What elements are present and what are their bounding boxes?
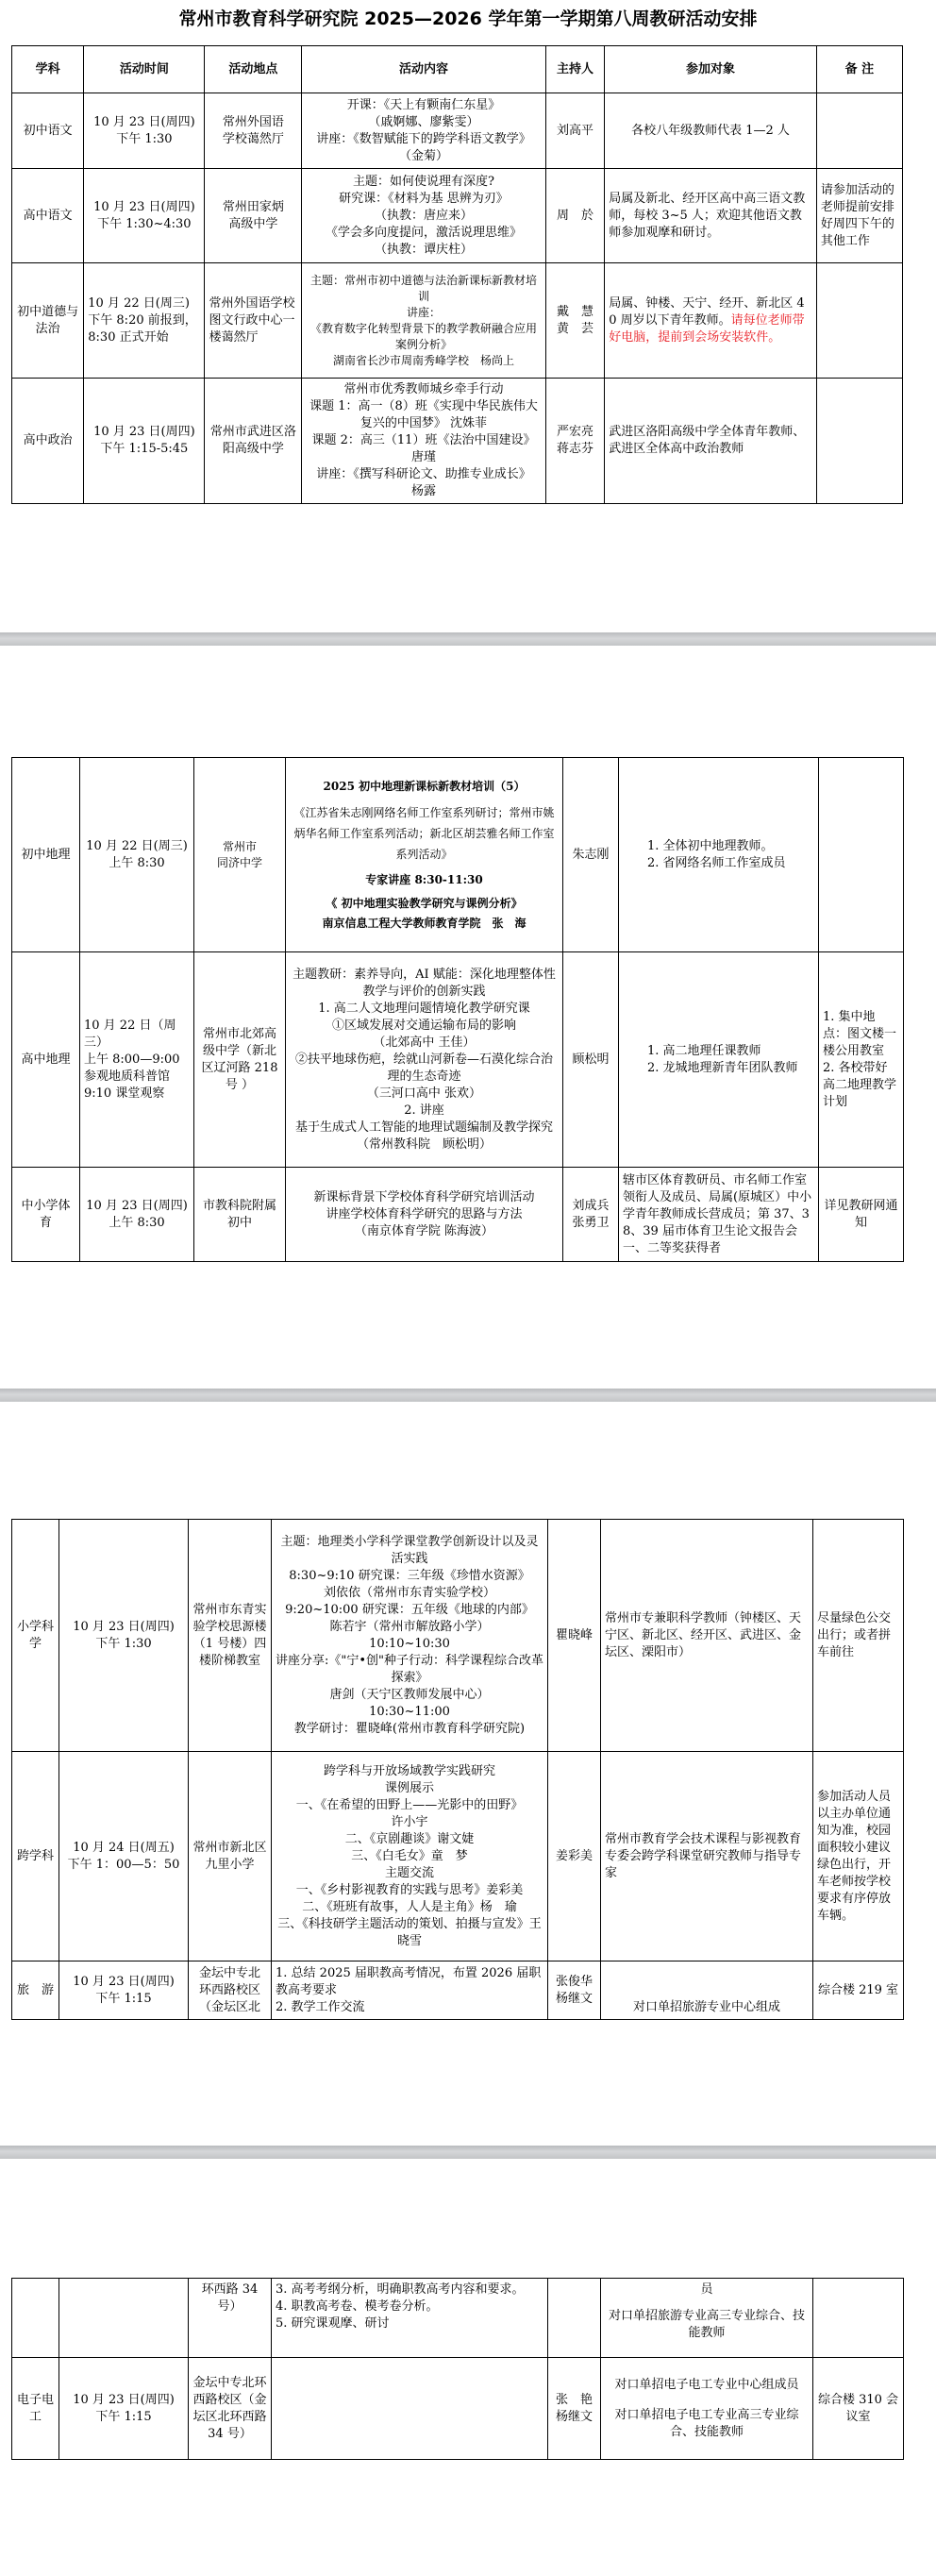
content-line: 讲座分享:《"宁•创"种子行动：科学课程综合改革探索》	[276, 1653, 544, 1685]
host-line: 朱志刚	[572, 847, 610, 862]
content-line: （戚婀娜、廖紫雯）	[368, 114, 479, 129]
content-line: 2. 教学工作交流	[276, 1999, 365, 2014]
place-line: 常州市东青实验学校思源楼（1 号楼）四楼阶梯教室	[192, 1602, 267, 1668]
place-line: 金坛中专北环西路校区（金坛区北环西路 34 号）	[192, 2375, 267, 2441]
cell-content	[286, 952, 563, 1168]
page-4	[0, 2159, 936, 2576]
participants-line: 2. 龙城地理新青年团队教师	[647, 1060, 798, 1075]
content-line: 教学研讨：瞿晓峰(常州市教育科学研究院)	[293, 1721, 526, 1736]
content-line: 杨露	[410, 484, 436, 498]
content-line: 3. 高考考纲分析，明确职教高考内容和要求。	[276, 2282, 525, 2297]
cell-note	[813, 1520, 904, 1752]
host-line: 杨继文	[555, 1991, 593, 2006]
content-line: 一、《在希望的田野上——光影中的田野》	[295, 1797, 524, 1812]
participants-line: 对口单招旅游专业中心组成	[632, 2000, 780, 2014]
content-line: 陈若宇（常州市解放路小学）	[329, 1619, 490, 1634]
content-line: 2. 讲座	[404, 1103, 444, 1118]
table-header-row	[12, 46, 903, 93]
table-row	[12, 169, 903, 263]
cell-place	[194, 952, 286, 1168]
table-row	[12, 2279, 904, 2358]
header-content: 活动内容	[302, 46, 546, 93]
cell-participants	[601, 1961, 813, 2020]
content-line: 许小宇	[391, 1814, 428, 1829]
place-line: 同济中学	[216, 855, 262, 869]
note-line: 请参加活动的老师提前安排好周四下午的其他工作	[820, 182, 894, 248]
content-line: ①区域发展对交通运输布局的影响	[331, 1018, 516, 1033]
host-line: 刘成兵	[572, 1198, 610, 1213]
participants-line: 常州市专兼职科学教师（钟楼区、天宁区、新北区、经开区、武进区、金坛区、溧阳市）	[605, 1610, 802, 1659]
header-place: 活动地点	[205, 46, 302, 93]
place-line: 市教科院附属初中	[202, 1198, 276, 1230]
content-line: 讲座学校体育科学研究的思路与方法	[326, 1206, 523, 1221]
cell-content	[302, 93, 546, 169]
cell-subject: 小学科学	[12, 1520, 59, 1752]
cell-note	[813, 2279, 904, 2358]
time-line: 下午 1：00—5：50	[67, 1857, 180, 1872]
cell-participants	[605, 379, 817, 504]
cell-note	[819, 1168, 904, 1262]
cell-note	[819, 952, 904, 1168]
host-line: 严宏亮	[556, 425, 593, 439]
cell-host	[545, 169, 605, 263]
cell-note	[813, 2358, 904, 2460]
cell-participants	[619, 1168, 819, 1262]
host-line: 张勇卫	[572, 1215, 610, 1230]
cell-place	[205, 93, 302, 169]
place-line: 常州外国语	[222, 114, 284, 129]
place-line: 常州田家炳	[222, 199, 284, 214]
cell-place	[189, 2279, 272, 2358]
participants-line: 2. 省网络名师工作室成员	[647, 855, 786, 870]
participants-line: 对口单招电子电工专业中心组成员	[614, 2377, 799, 2392]
time-line: 10 月 22 日(周三)	[86, 838, 188, 853]
content-line: 新课标背景下学校体育科学研究培训活动	[313, 1189, 535, 1204]
content-line: 《学会多向度提问，激活说理思维》	[325, 225, 522, 240]
participants-line: 对口单招旅游专业高三专业综合、技能教师	[608, 2309, 805, 2340]
note-line: 详见教研网通知	[824, 1198, 898, 1230]
time-line: 下午 1:30	[95, 1636, 152, 1651]
host-line: 张 艳	[555, 2392, 593, 2407]
content-line: 9:20~10:00 研究课：五年级《地球的内部》	[285, 1602, 534, 1617]
cell-content	[272, 1520, 548, 1752]
time-line: 下午 1:30~4:30	[97, 216, 192, 231]
content-line: 主题：如何使说理有深度?	[352, 174, 494, 189]
content-bold-line: 南京信息工程大学教师教育学院 张 海	[322, 916, 526, 930]
cell-participants	[619, 758, 819, 952]
content-line: 湖南省长沙市周南秀峰学校 杨尚上	[332, 353, 514, 367]
page-2	[0, 646, 936, 1389]
cell-host	[563, 1168, 619, 1262]
cell-time	[80, 758, 194, 952]
time-line: 10 月 22 日(周三)	[88, 295, 190, 311]
cell-subject: 中小学体育	[12, 1168, 80, 1262]
cell-participants	[605, 93, 817, 169]
table-row	[12, 1520, 904, 1752]
participants-line: 各校八年级教师代表 1—2 人	[631, 123, 790, 138]
participants-line: 武进区洛阳高级中学全体青年教师、武进区全体高中政治教师	[609, 425, 806, 456]
time-line: 10 月 23 日(周四)	[93, 425, 195, 439]
table-row	[12, 1168, 904, 1262]
note-line: 尽量绿色公交出行；或者拼车前往	[817, 1610, 892, 1659]
time-line: 下午 1:15	[95, 2409, 152, 2424]
cell-subject: 高中地理	[12, 952, 80, 1168]
cell-content	[272, 2279, 548, 2358]
cell-host	[548, 2279, 601, 2358]
schedule-table-4	[11, 2278, 904, 2460]
time-line: 下午 1:30	[116, 131, 173, 146]
table-row	[12, 2358, 904, 2460]
content-line: （南京体育学院 陈海波）	[354, 1223, 494, 1238]
cell-host	[548, 1752, 601, 1961]
table-row	[12, 758, 904, 952]
content-line: 讲座：《数智赋能下的跨学科语文教学》	[316, 131, 531, 146]
cell-place	[189, 1520, 272, 1752]
cell-subject: 初中地理	[12, 758, 80, 952]
note-line: 综合楼 219 室	[817, 1982, 899, 1997]
participants-line: 对口单招电子电工专业高三专业综合、技能教师	[614, 2407, 799, 2439]
cell-place	[189, 2358, 272, 2460]
header-participants: 参加对象	[605, 46, 817, 93]
note-line: 1. 集中地点：图文楼一楼公用教室	[823, 1009, 897, 1058]
host-line: 姜彩美	[555, 1848, 593, 1863]
content-line: （执教：唐应来）	[374, 208, 473, 223]
content-title: 2025 初中地理新课标新教材培训（5）	[323, 779, 526, 793]
cell-host	[563, 952, 619, 1168]
cell-time	[80, 952, 194, 1168]
content-line: 讲座：《撰写科研论文、助推专业成长》	[316, 467, 531, 481]
host-line: 戴 慧	[556, 304, 593, 319]
cell-host	[548, 2358, 601, 2460]
host-line: 黄 芸	[556, 321, 593, 336]
cell-time	[84, 263, 205, 379]
table-row	[12, 1752, 904, 1961]
content-line: （执教：谭庆柱）	[374, 242, 473, 257]
table-row	[12, 263, 903, 379]
content-line: 《江苏省朱志刚网络名师工作室系列研讨；常州市姚炳华名师工作室系列活动；新北区胡芸雅名师工作室系列活动》	[293, 805, 555, 861]
cell-place	[205, 263, 302, 379]
cell-place	[194, 758, 286, 952]
content-line: 研究课：《材料为基 思辨为刃》	[339, 191, 509, 206]
content-line: 8:30~9:10 研究课：三年级《珍惜水资源》	[289, 1568, 530, 1583]
host-line: 顾松明	[572, 1052, 610, 1067]
schedule-table-3	[11, 1519, 904, 2020]
content-line: 三、《白毛女》童 梦	[351, 1848, 468, 1863]
content-line: 主题：常州市初中道德与法治新课标新教材培训	[309, 273, 537, 303]
header-note: 备 注	[816, 46, 902, 93]
participants-line: 员	[700, 2282, 713, 2297]
schedule-table-2	[11, 757, 904, 1262]
header-host: 主持人	[545, 46, 605, 93]
place-line: 常州市武进区洛阳高级中学	[209, 425, 296, 456]
cell-note	[813, 1752, 904, 1961]
page-separator	[0, 2146, 936, 2159]
time-line: 下午 1:15-5:45	[100, 442, 189, 456]
content-line: 课例展示	[384, 1780, 434, 1795]
cell-subject: 初中道德与法治	[12, 263, 84, 379]
table-row	[12, 952, 904, 1168]
note-line: 参加活动人员以主办单位通知为准，校园面积较小建议绿色出行，开车老师按学校要求有序停放车辆。	[817, 1789, 892, 1923]
cell-note	[816, 93, 902, 169]
cell-place	[189, 1752, 272, 1961]
cell-note	[813, 1961, 904, 2020]
content-line: 主题：地理类小学科学课堂教学创新设计以及灵活实践	[280, 1534, 539, 1566]
content-line: 10:30~11:00	[369, 1704, 450, 1719]
cell-time	[59, 1752, 189, 1961]
document-title: 常州市教育科学研究院 2025—2026 学年第一学期第八周教研活动安排	[178, 8, 758, 29]
place-line: 环西路校区	[198, 1982, 260, 1997]
content-line: ②扶平地球伤疤，绘就山河新卷—石漠化综合治理的生态奇迹	[294, 1052, 553, 1084]
time-line: 10 月 23 日(周四)	[73, 1974, 175, 1989]
cell-time	[59, 2358, 189, 2460]
page-separator	[0, 632, 936, 646]
cell-participants	[601, 2279, 813, 2358]
time-line: 10 月 23 日(周四)	[73, 1619, 175, 1634]
cell-note	[819, 758, 904, 952]
note-line: 综合楼 310 会议室	[817, 2392, 899, 2424]
cell-subject: 旅 游	[12, 1961, 59, 2020]
cell-host	[545, 93, 605, 169]
cell-subject	[12, 2279, 59, 2358]
time-line: 10 月 23 日(周四)	[93, 114, 195, 129]
time-line: 上午 8:00—9:00 参观地质科普馆	[84, 1052, 180, 1084]
content-line: 1. 高二人文地理问题情境化教学研究课	[318, 1001, 530, 1016]
content-line: 5. 研究课观摩、研讨	[276, 2316, 390, 2331]
content-line: 二、《班班有故事，人人是主角》杨 瑜	[302, 1899, 517, 1914]
cell-time	[84, 169, 205, 263]
time-line: 下午 8:20 前报到，8:30 正式开始	[88, 312, 197, 345]
table-row	[12, 1961, 904, 2020]
content-bold-line: 《 初中地理实验教学研究与课例分析》	[326, 896, 523, 910]
host-line: 张俊华	[555, 1974, 593, 1989]
cell-participants	[619, 952, 819, 1168]
place-line: 常州市北郊高级中学（新北区辽河路 218 号 ）	[201, 1026, 278, 1092]
cell-host	[563, 758, 619, 952]
content-line: 主题教研：素养导向，AI 赋能：深化地理整体性教学与评价的创新实践	[292, 967, 556, 999]
content-line: 唐剑（天宁区教师发展中心）	[329, 1687, 490, 1702]
cell-content	[286, 1168, 563, 1262]
place-line: （金坛区北	[198, 1999, 260, 2014]
cell-time	[80, 1168, 194, 1262]
cell-content	[286, 758, 563, 952]
cell-participants	[601, 1752, 813, 1961]
note-line: 2. 各校带好高二地理教学计划	[823, 1060, 897, 1109]
cell-note	[816, 379, 902, 504]
cell-place	[205, 379, 302, 504]
place-line: 常州市新北区九里小学	[192, 1840, 267, 1872]
table-row	[12, 379, 903, 504]
content-line: 课题 1：高一（8）班《实现中华民族伟大复兴的中国梦》 沈姝菲	[309, 399, 538, 430]
table-row	[12, 93, 903, 169]
place-line: 常州市	[222, 839, 257, 853]
page-separator	[0, 1389, 936, 1402]
content-line: 10:10~10:30	[369, 1636, 450, 1651]
header-time: 活动时间	[84, 46, 205, 93]
cell-participants	[605, 263, 817, 379]
content-line: 4. 职教高考卷、模考卷分析。	[276, 2299, 439, 2314]
cell-host	[548, 1520, 601, 1752]
cell-subject: 电子电工	[12, 2358, 59, 2460]
participants-text: 局属、钟楼、天宁、经开、新北区 40 周岁以下青年教师。	[609, 295, 805, 328]
place-line: 学校蔼然厅	[222, 131, 284, 146]
cell-subject: 跨学科	[12, 1752, 59, 1961]
participants-line: 辖市区体育教研员、市名师工作室领衔人及成员、局属(原城区）中小学青年教师成长营成员；第 37、38、39 届市体育卫生论文报告会一、二等奖获得者	[623, 1172, 812, 1255]
host-line: 刘高平	[556, 123, 593, 138]
place-line: 常州外国语学校图文行政中心一楼蔼然厅	[209, 295, 295, 345]
cell-subject: 初中语文	[12, 93, 84, 169]
participants-line: 1. 高二地理任课教师	[647, 1043, 761, 1058]
cell-note	[816, 169, 902, 263]
cell-content	[302, 263, 546, 379]
cell-content	[302, 169, 546, 263]
time-line: 下午 1:15	[95, 1991, 152, 2006]
participants-warning: 请每位老师带好电脑，提前到会场安装软件。	[609, 312, 805, 345]
place-line: 环西路 34	[201, 2282, 259, 2297]
time-line: 10 月 22 日（周三）	[84, 1018, 176, 1050]
content-line: 讲座：	[406, 305, 441, 319]
participants-line: 局属及新北、经开区高中高三语文教师，每校 3~5 人；欢迎其他语文教师参加观摩和研讨。	[609, 191, 806, 240]
cell-time	[84, 379, 205, 504]
host-line: 瞿晓峰	[555, 1627, 593, 1642]
content-line: 二、《京剧趣谈》谢文婕	[344, 1831, 475, 1846]
time-line: 10 月 23 日(周四)	[86, 1198, 188, 1213]
content-line: 主题交流	[384, 1865, 434, 1880]
cell-participants	[601, 1520, 813, 1752]
content-line: 跨学科与开放场域教学实践研究	[323, 1763, 495, 1778]
content-line: （金菊）	[398, 148, 448, 163]
cell-time	[59, 2279, 189, 2358]
cell-participants	[605, 169, 817, 263]
cell-content	[272, 2358, 548, 2460]
cell-host	[545, 379, 605, 504]
participants-line: 1. 全体初中地理教师。	[647, 838, 774, 853]
content-bold-line: 专家讲座 8:30-11:30	[365, 872, 483, 886]
cell-participants	[601, 2358, 813, 2460]
cell-content	[272, 1752, 548, 1961]
cell-time	[59, 1961, 189, 2020]
cell-time	[84, 93, 205, 169]
cell-time	[59, 1520, 189, 1752]
time-line: 10 月 23 日(周四)	[73, 2392, 175, 2407]
page-1	[0, 0, 936, 632]
cell-content	[272, 1961, 548, 2020]
place-line: 高级中学	[228, 216, 278, 231]
page-3	[0, 1402, 936, 2146]
time-line: 10 月 24 日(周五)	[73, 1840, 175, 1855]
participants-line: 常州市教育学会技术课程与影视教育专委会跨学科课堂研究教师与指导专家	[605, 1831, 802, 1880]
content-line: （北郊高中 王佳）	[373, 1035, 476, 1050]
cell-content	[302, 379, 546, 504]
content-line: 一、《乡村影视教育的实践与思考》姜彩美	[295, 1882, 524, 1897]
time-line: 9:10 课堂观察	[84, 1086, 165, 1101]
place-line: 号）	[217, 2299, 242, 2314]
content-line: 刘依依（常州市东青实验学校）	[323, 1585, 495, 1600]
content-line: （三河口高中 张欢）	[366, 1086, 482, 1101]
cell-host	[545, 263, 605, 379]
content-line: 开课：《天上有颗南仁东星》	[346, 97, 501, 112]
schedule-table-1	[11, 45, 903, 504]
host-line: 杨继文	[555, 2409, 593, 2424]
header-subject: 学科	[12, 46, 84, 93]
cell-note	[816, 263, 902, 379]
time-line: 上午 8:30	[109, 855, 165, 870]
cell-place	[205, 169, 302, 263]
time-line: 10 月 23 日(周四)	[93, 199, 195, 214]
place-line: 金坛中专北	[198, 1965, 260, 1980]
cell-place	[194, 1168, 286, 1262]
content-line: 三、《科技研学主题活动的策划、拍摄与宣发》王晓雪	[277, 1916, 542, 1948]
content-line: 课题 2：高三（11）班《法治中国建设》唐瑾	[311, 433, 536, 464]
content-line: 1. 总结 2025 届职教高考情况，布置 2026 届职教高考要求	[276, 1965, 542, 1997]
host-line: 周 於	[556, 208, 593, 223]
content-line: 《教育数字化转型背景下的教学教研融合应用案例分析》	[309, 321, 537, 351]
content-line: 常州市优秀教师城乡牵手行动	[343, 382, 504, 396]
cell-host	[548, 1961, 601, 2020]
time-line: 上午 8:30	[109, 1215, 165, 1230]
cell-subject: 高中政治	[12, 379, 84, 504]
content-line: 基于生成式人工智能的地理试题编制及教学探究（常州教科院 顾松明）	[294, 1120, 553, 1152]
cell-place	[189, 1961, 272, 2020]
cell-subject: 高中语文	[12, 169, 84, 263]
host-line: 蒋志芬	[556, 442, 593, 456]
